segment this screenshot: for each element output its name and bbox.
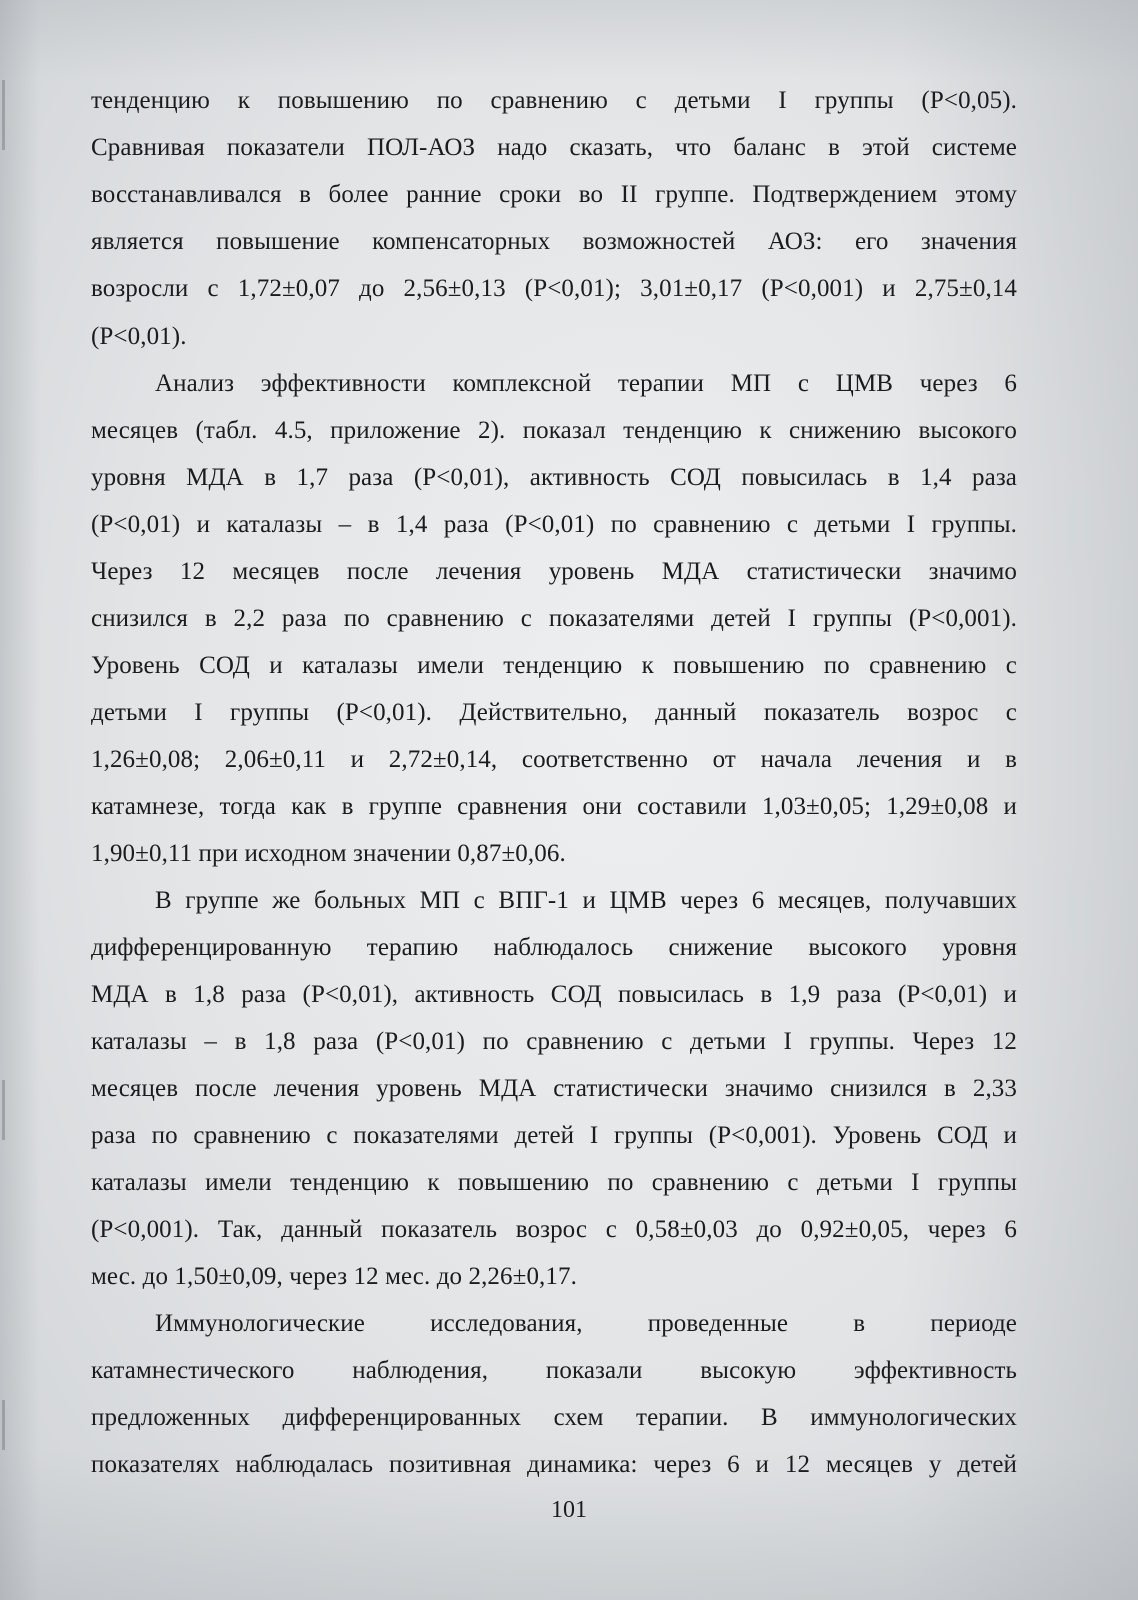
text-line: снизился в 2,2 раза по сравнению с показателями детей I группы (Р<0,001). (91, 605, 1017, 632)
text-line: каталазы имели тенденцию к повышению по сравнению с детьми I группы (91, 1169, 1017, 1196)
text-line: Уровень СОД и каталазы имели тенденцию к повышению по сравнению с (91, 652, 1017, 679)
text-line: каталазы – в 1,8 раза (Р<0,01) по сравнению с детьми I группы. Через 12 (91, 1028, 1017, 1055)
page-number: 101 (551, 1497, 587, 1523)
text-line: (Р<0,001). Так, данный показатель возрос с 0,58±0,03 до 0,92±0,05, через 6 (91, 1216, 1017, 1243)
text-line: (Р<0,01) и каталазы – в 1,4 раза (Р<0,01) по сравнению с детьми I группы. (91, 511, 1017, 538)
text-line: является повышение компенсаторных возможностей АОЗ: его значения (91, 228, 1017, 255)
text-line: тенденцию к повышению по сравнению с детьми I группы (Р<0,05). (91, 87, 1017, 114)
paragraph-first-line: В группе же больных МП с ВПГ-1 и ЦМВ через 6 месяцев, получавших (155, 887, 1017, 914)
text-line: Сравнивая показатели ПОЛ-АОЗ надо сказать, что баланс в этой системе (91, 134, 1017, 161)
paragraph-first-line: Анализ эффективности комплексной терапии МП с ЦМВ через 6 (155, 370, 1017, 397)
text-line: месяцев после лечения уровень МДА статистически значимо снизился в 2,33 (91, 1075, 1017, 1102)
scan-edge-mark (2, 80, 5, 150)
text-line: 1,26±0,08; 2,06±0,11 и 2,72±0,14, соответственно от начала лечения и в (91, 746, 1017, 773)
text-line: месяцев (табл. 4.5, приложение 2). показал тенденцию к снижению высокого (91, 417, 1017, 444)
text-line: МДА в 1,8 раза (Р<0,01), активность СОД повысилась в 1,9 раза (Р<0,01) и (91, 981, 1017, 1008)
text-line: катамнезе, тогда как в группе сравнения они составили 1,03±0,05; 1,29±0,08 и (91, 793, 1017, 820)
scan-edge-mark (2, 1080, 5, 1140)
text-line: 1,90±0,11 при исходном значении 0,87±0,06. (91, 840, 566, 867)
text-line: катамнестического наблюдения, показали высокую эффективность (91, 1357, 1017, 1384)
text-line: предложенных дифференцированных схем терапии. В иммунологических (91, 1404, 1017, 1431)
text-line: дифференцированную терапию наблюдалось снижение высокого уровня (91, 934, 1017, 961)
text-line: показателях наблюдалась позитивная динамика: через 6 и 12 месяцев у детей (91, 1451, 1017, 1478)
text-line: Через 12 месяцев после лечения уровень МДА статистически значимо (91, 558, 1017, 585)
text-line: мес. до 1,50±0,09, через 12 мес. до 2,26±0,17. (91, 1263, 577, 1290)
text-line: детьми I группы (Р<0,01). Действительно, данный показатель возрос с (91, 699, 1017, 726)
text-line: восстанавливался в более ранние сроки во II группе. Подтверждением этому (91, 181, 1017, 208)
text-line: возросли с 1,72±0,07 до 2,56±0,13 (Р<0,01); 3,01±0,17 (Р<0,001) и 2,75±0,14 (91, 275, 1017, 302)
text-line: уровня МДА в 1,7 раза (Р<0,01), активность СОД повысилась в 1,4 раза (91, 464, 1017, 491)
text-line: раза по сравнению с показателями детей I группы (Р<0,001). Уровень СОД и (91, 1122, 1017, 1149)
text-line: (Р<0,01). (91, 323, 187, 350)
paragraph-first-line: Иммунологические исследования, проведенные в периоде (155, 1310, 1017, 1337)
scan-edge-mark (2, 1400, 5, 1450)
